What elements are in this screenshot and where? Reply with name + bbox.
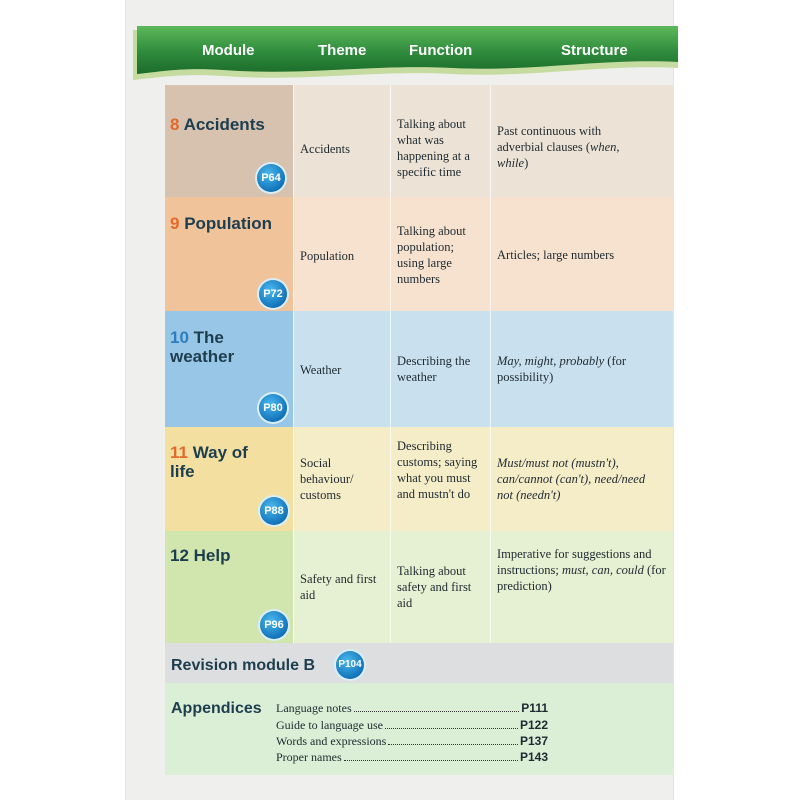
module-name: Population bbox=[184, 214, 273, 233]
page-badge-p88[interactable]: P88 bbox=[260, 497, 288, 525]
module-title-12[interactable] bbox=[170, 546, 231, 565]
function-9: Talking about population; using large numbers bbox=[397, 224, 466, 286]
column-divider bbox=[293, 85, 294, 643]
column-divider bbox=[490, 85, 491, 643]
module-name: Help bbox=[193, 546, 231, 565]
appendix-entry-proper-names[interactable]: Proper names P143 bbox=[276, 750, 548, 764]
page-badge-p72[interactable]: P72 bbox=[259, 280, 287, 308]
module-title-11[interactable] bbox=[170, 443, 270, 481]
page-badge-p80[interactable]: P80 bbox=[259, 394, 287, 422]
module-number: 11 bbox=[170, 443, 188, 462]
module-number: 8 bbox=[170, 115, 180, 134]
module-number: 10 bbox=[170, 328, 189, 347]
theme-11: Social behaviour/ customs bbox=[300, 456, 354, 502]
revision-title[interactable]: Revision module B bbox=[171, 657, 316, 674]
page-badge-p96[interactable]: P96 bbox=[260, 611, 288, 639]
module-name: The weather bbox=[170, 328, 235, 366]
appendix-entry-guide-to-language-use[interactable]: Guide to language use P122 bbox=[276, 718, 548, 732]
module-title-9[interactable] bbox=[170, 214, 272, 233]
col-header-module: Module bbox=[202, 42, 255, 59]
appendix-entry-language-notes[interactable]: Language notes P111 bbox=[276, 701, 548, 715]
theme-9: Population bbox=[300, 249, 355, 263]
col-header-function: Function bbox=[409, 42, 473, 59]
structure-9: Articles; large numbers bbox=[497, 248, 615, 262]
module-name: Way of life bbox=[170, 443, 248, 481]
col-header-theme: Theme bbox=[318, 42, 367, 59]
theme-8: Accidents bbox=[300, 142, 350, 156]
column-divider bbox=[390, 85, 391, 643]
structure-8: Past continuous with adverbial clauses (when, while) bbox=[497, 124, 620, 170]
structure-11: Must/must not (mustn't), can/cannot (can't), need/need not (needn't) bbox=[497, 456, 646, 502]
function-8: Talking about what was happening at a specific time bbox=[397, 117, 470, 179]
module-number: 9 bbox=[170, 214, 180, 233]
page-badge-p104[interactable]: P104 bbox=[336, 651, 364, 679]
appendices-title: Appendices bbox=[171, 700, 262, 717]
function-11: Describing customs; saying what you must and mustn't do bbox=[397, 439, 478, 501]
function-12: Talking about safety and first aid bbox=[397, 564, 472, 610]
appendix-entry-words-and-expressions[interactable]: Words and expressions P137 bbox=[276, 734, 548, 748]
theme-10: Weather bbox=[300, 363, 342, 377]
structure-10: May, might, probably (for possibility) bbox=[497, 354, 627, 384]
module-name: Accidents bbox=[183, 115, 265, 134]
page-badge-p64[interactable]: P64 bbox=[257, 164, 285, 192]
function-10: Describing the weather bbox=[397, 354, 471, 384]
theme-12: Safety and first aid bbox=[300, 572, 377, 602]
col-header-structure: Structure bbox=[561, 42, 628, 59]
structure-12: Imperative for suggestions and instructions; must, can, could (for prediction) bbox=[497, 547, 666, 593]
module-title-10[interactable] bbox=[170, 328, 280, 366]
module-number: 12 bbox=[170, 546, 189, 565]
module-title-8[interactable] bbox=[170, 115, 265, 134]
